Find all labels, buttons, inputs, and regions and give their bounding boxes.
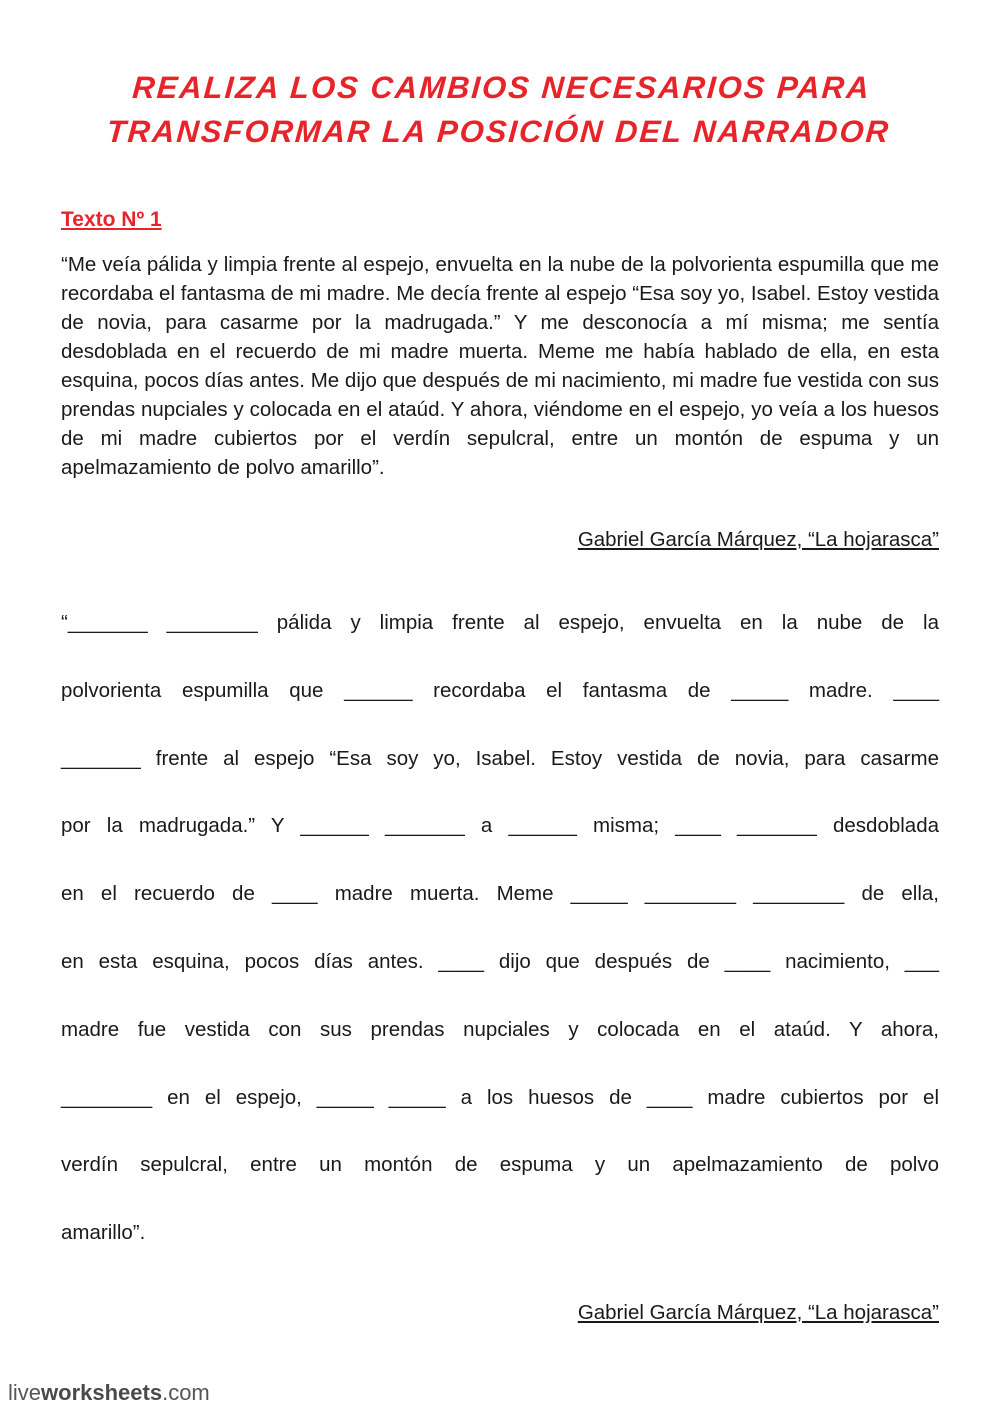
- exercise-line[interactable]: en esta esquina, pocos días antes. ____ dijo que después de ____ nacimiento, ___: [61, 949, 939, 973]
- citation-exercise: Gabriel García Márquez, “La hojarasca”: [577, 1301, 939, 1324]
- exercise-line[interactable]: polvorienta espumilla que ______ recordaba el fantasma de _____ madre. ____: [61, 678, 939, 702]
- exercise-line[interactable]: en el recuerdo de ____ madre muerta. Meme _____ ________ ________ de ella,: [61, 882, 939, 906]
- watermark-brand: worksheets: [41, 1380, 163, 1405]
- liveworksheets-watermark: [8, 1380, 210, 1406]
- exercise-line[interactable]: “_______ ________ pálida y limpia frente al espejo, envuelta en la nube de la: [61, 611, 939, 634]
- original-passage: “Me veía pálida y limpia frente al espejo, envuelta en la nube de la polvorienta espumilla que me recordaba el fantasma de mi madre. Me decía frente al espejo “Esa soy yo, Isabel. Estoy vestida de novia, para casarme por la madrugada.” Y me desconocía a mí misma; me sentía desdoblada en el recuerdo de mi madre muerta. Meme me había hablado de ella, en esta esquina, pocos días antes. Me dijo que después de mi nacimiento, mi madre fue vestida con sus prendas nupciales y colocada en el ataúd. Y ahora, viéndome en el espejo, yo veía a los huesos de mi madre cubiertos por el verdín sepulcral, entre un montón de espuma y un apelmazamiento de polvo amarillo”.: [61, 253, 939, 479]
- worksheet-title: REALIZA LOS CAMBIOS NECESARIOS PARA TRANSFORMAR LA POSICIÓN DEL NARRADOR: [105, 70, 892, 149]
- text-number-label: Texto Nº 1: [61, 208, 162, 231]
- exercise-line[interactable]: _______ frente al espejo “Esa soy yo, Isabel. Estoy vestida de novia, para casarme: [61, 746, 939, 770]
- watermark-suffix: .com: [162, 1380, 210, 1405]
- fill-in-exercise: [61, 608, 939, 1286]
- exercise-line: amarillo”.: [61, 1221, 146, 1245]
- exercise-line: madre fue vestida con sus prendas nupciales y colocada en el ataúd. Y ahora,: [61, 1017, 939, 1041]
- citation-original: Gabriel García Márquez, “La hojarasca”: [577, 528, 939, 551]
- exercise-line[interactable]: por la madrugada.” Y ______ _______ a ______ misma; ____ _______ desdoblada: [61, 814, 939, 838]
- exercise-line: verdín sepulcral, entre un montón de espuma y un apelmazamiento de polvo: [61, 1153, 939, 1177]
- exercise-line[interactable]: ________ en el espejo, _____ _____ a los huesos de ____ madre cubiertos por el: [61, 1085, 939, 1109]
- watermark-prefix: live: [8, 1380, 42, 1405]
